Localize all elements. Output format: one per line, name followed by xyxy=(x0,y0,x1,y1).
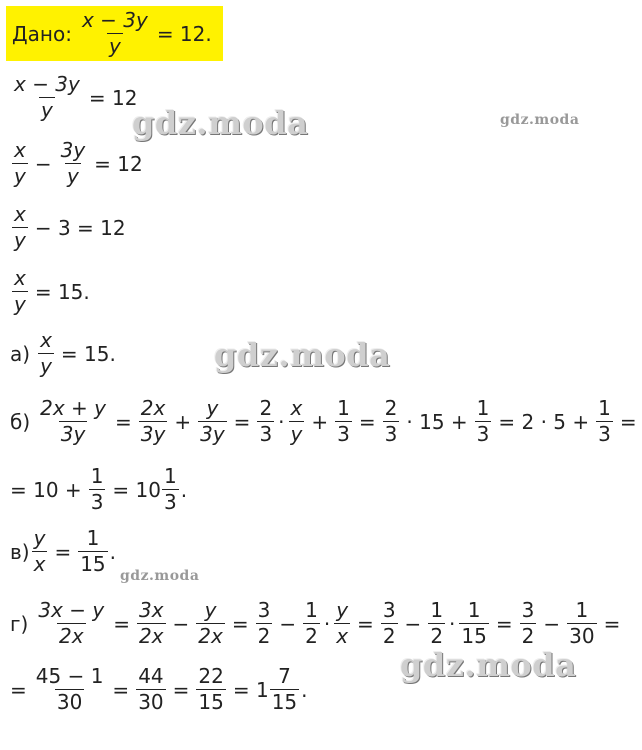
fraction-denominator: 2 xyxy=(521,624,535,648)
fraction-denominator: 15 xyxy=(198,690,224,714)
math-operator: = xyxy=(231,611,249,636)
fraction xyxy=(428,600,445,647)
fraction-denominator: y xyxy=(14,164,26,188)
math-operator: = xyxy=(54,539,72,564)
math-operator: = xyxy=(10,677,27,702)
math-operator: − xyxy=(543,611,561,636)
fraction xyxy=(257,398,274,445)
math-operator: = 10 + xyxy=(10,477,82,502)
math-operator: = xyxy=(495,611,513,636)
math-operator: = 15. xyxy=(34,279,90,304)
fraction xyxy=(289,398,305,445)
fraction xyxy=(12,140,28,187)
fraction-denominator: y xyxy=(108,34,121,58)
math-operator: · xyxy=(449,611,456,636)
fraction-numerator: 1 xyxy=(305,598,318,622)
fraction xyxy=(136,666,165,713)
math-operator: = xyxy=(619,409,637,434)
fraction-denominator: 3 xyxy=(598,422,611,446)
fraction xyxy=(12,74,82,121)
fraction-denominator: 3 xyxy=(259,422,273,446)
fraction xyxy=(162,466,179,513)
fraction-numerator: x xyxy=(14,266,26,290)
fraction xyxy=(256,600,273,647)
fraction xyxy=(196,600,225,647)
fraction-denominator: x xyxy=(336,624,349,648)
fraction-numerator: y xyxy=(33,526,46,550)
fraction-numerator: y xyxy=(204,598,217,622)
fraction-numerator: 1 xyxy=(90,464,104,488)
fraction-numerator: 3 xyxy=(521,598,535,622)
math-operator: = xyxy=(115,409,132,434)
math-operator: = xyxy=(113,611,130,636)
math-operator: · xyxy=(278,409,285,434)
part-a xyxy=(10,330,121,377)
fraction xyxy=(78,528,107,575)
fraction-numerator: 2 xyxy=(384,396,398,420)
fraction xyxy=(270,666,299,713)
fraction-numerator: 1 xyxy=(86,526,100,550)
fraction-numerator: x xyxy=(290,396,303,420)
fraction-denominator: 2 xyxy=(382,624,396,648)
fraction xyxy=(36,600,106,647)
derivation-step-3 xyxy=(10,204,131,251)
fraction-denominator: 3y xyxy=(200,422,225,446)
fraction-denominator: 2x xyxy=(138,624,164,648)
fraction-numerator: 1 xyxy=(467,598,481,622)
fraction-denominator: 3y xyxy=(140,422,166,446)
fraction-denominator: 2 xyxy=(430,624,444,648)
fraction-denominator: y xyxy=(41,98,53,122)
part-g-line-1 xyxy=(10,600,625,647)
fraction-numerator: 3y xyxy=(60,138,86,162)
math-text: . xyxy=(180,477,188,502)
watermark-1: gdz.moda xyxy=(132,104,309,142)
fraction-numerator: y xyxy=(336,598,349,622)
fraction-numerator: 7 xyxy=(278,664,291,688)
fraction xyxy=(59,140,88,187)
fraction-numerator: x xyxy=(40,328,52,352)
fraction-denominator: y xyxy=(14,292,26,316)
fraction-denominator: 3 xyxy=(476,422,490,446)
fraction-numerator: x − 3y xyxy=(14,72,80,96)
fraction-denominator: 2x xyxy=(198,624,223,648)
math-operator: = xyxy=(603,611,621,636)
part-b-line-1 xyxy=(10,398,642,445)
math-operator: + xyxy=(311,409,329,434)
math-operator: · xyxy=(323,611,331,636)
math-operator: + xyxy=(174,409,192,434)
fraction-numerator: 1 xyxy=(337,396,350,420)
fraction-numerator: x xyxy=(14,138,26,162)
fraction-numerator: 1 xyxy=(164,464,177,488)
math-operator: = xyxy=(358,409,376,434)
derivation-step-1 xyxy=(10,74,142,121)
fraction-denominator: y xyxy=(290,422,303,446)
fraction-denominator: 30 xyxy=(56,690,83,714)
fraction xyxy=(198,398,227,445)
watermark-4: gdz.moda xyxy=(120,568,200,584)
fraction-denominator: 30 xyxy=(569,624,595,648)
part-b-line-2 xyxy=(10,466,187,513)
given-statement xyxy=(6,6,223,61)
fraction xyxy=(137,600,166,647)
watermark-2: gdz.moda xyxy=(500,112,580,128)
fraction-numerator: 3 xyxy=(257,598,271,622)
fraction xyxy=(475,398,492,445)
fraction-numerator: 2 xyxy=(259,396,273,420)
math-operator: = xyxy=(233,409,251,434)
fraction xyxy=(12,204,28,251)
math-operator: = 12. xyxy=(156,21,212,46)
watermark-3: gdz.moda xyxy=(214,336,391,374)
fraction xyxy=(139,398,168,445)
fraction xyxy=(303,600,320,647)
fraction-numerator: 2x xyxy=(140,396,166,420)
fraction xyxy=(567,600,596,647)
fraction-denominator: 3 xyxy=(164,490,177,514)
math-operator: = 10 xyxy=(112,477,161,502)
fraction-numerator: 3x − y xyxy=(38,598,105,622)
fraction-numerator: 2x + y xyxy=(40,396,107,420)
fraction-numerator: x xyxy=(14,202,26,226)
fraction-denominator: 15 xyxy=(271,690,298,714)
given-fraction xyxy=(80,10,150,57)
fraction-denominator: 3 xyxy=(90,490,104,514)
part-v xyxy=(10,528,116,575)
fraction-denominator: 2x xyxy=(58,624,84,648)
fraction-numerator: y xyxy=(206,396,219,420)
math-operator: = xyxy=(357,611,374,636)
fraction xyxy=(38,330,54,377)
part-b-label: б) xyxy=(10,409,31,434)
fraction-numerator: 1 xyxy=(476,396,490,420)
fraction xyxy=(32,528,48,575)
fraction-numerator: x − 3y xyxy=(81,8,148,32)
fraction-numerator: 1 xyxy=(575,598,589,622)
watermark-5: gdz.moda xyxy=(400,646,577,684)
fraction-numerator: 3x xyxy=(138,598,164,622)
fraction-numerator: 1 xyxy=(430,598,444,622)
fraction-denominator: y xyxy=(14,228,26,252)
fraction-denominator: y xyxy=(66,164,79,188)
fraction-denominator: x xyxy=(33,552,46,576)
math-operator: = 12 xyxy=(88,85,138,110)
fraction xyxy=(520,600,537,647)
math-operator: = xyxy=(112,677,130,702)
math-text: . xyxy=(109,539,117,564)
math-operator: − xyxy=(172,611,190,636)
math-operator: = 15. xyxy=(60,341,116,366)
math-operator: = xyxy=(172,677,190,702)
fraction-denominator: 15 xyxy=(461,624,487,648)
fraction xyxy=(38,398,108,445)
part-a-label: а) xyxy=(10,341,31,366)
fraction xyxy=(381,600,398,647)
part-g-line-2 xyxy=(10,666,308,713)
fraction xyxy=(12,268,28,315)
fraction xyxy=(335,398,352,445)
fraction-numerator: 1 xyxy=(598,396,611,420)
math-operator: = 2 · 5 + xyxy=(498,409,590,434)
math-text: . xyxy=(301,677,308,702)
fraction xyxy=(459,600,488,647)
fraction-numerator: 3 xyxy=(382,598,396,622)
math-operator: − xyxy=(404,611,422,636)
fraction-denominator: 15 xyxy=(80,552,106,576)
fraction xyxy=(596,398,613,445)
fraction-numerator: 45 − 1 xyxy=(35,664,104,688)
math-operator: = 1 xyxy=(232,677,269,702)
fraction-denominator: 30 xyxy=(138,690,164,714)
math-operator: − xyxy=(279,611,297,636)
fraction-denominator: 3y xyxy=(60,422,86,446)
fraction-numerator: 22 xyxy=(198,664,224,688)
fraction-denominator: 3 xyxy=(337,422,350,446)
given-label: Дано: xyxy=(12,21,72,46)
derivation-step-4 xyxy=(10,268,95,315)
part-g-label: г) xyxy=(10,611,29,636)
fraction-numerator: 44 xyxy=(138,664,164,688)
fraction xyxy=(89,466,106,513)
math-operator: = 12 xyxy=(94,151,143,176)
fraction-denominator: 2 xyxy=(257,624,271,648)
fraction xyxy=(334,600,350,647)
fraction xyxy=(383,398,400,445)
math-operator: − xyxy=(34,151,52,176)
math-operator: · 15 + xyxy=(406,409,468,434)
fraction-denominator: 2 xyxy=(305,624,318,648)
fraction-denominator: y xyxy=(40,354,52,378)
fraction-denominator: 3 xyxy=(384,422,398,446)
fraction xyxy=(196,666,225,713)
fraction xyxy=(34,666,106,713)
math-operator: − 3 = 12 xyxy=(34,215,126,240)
part-v-label: в) xyxy=(10,539,30,564)
derivation-step-2 xyxy=(10,140,148,187)
